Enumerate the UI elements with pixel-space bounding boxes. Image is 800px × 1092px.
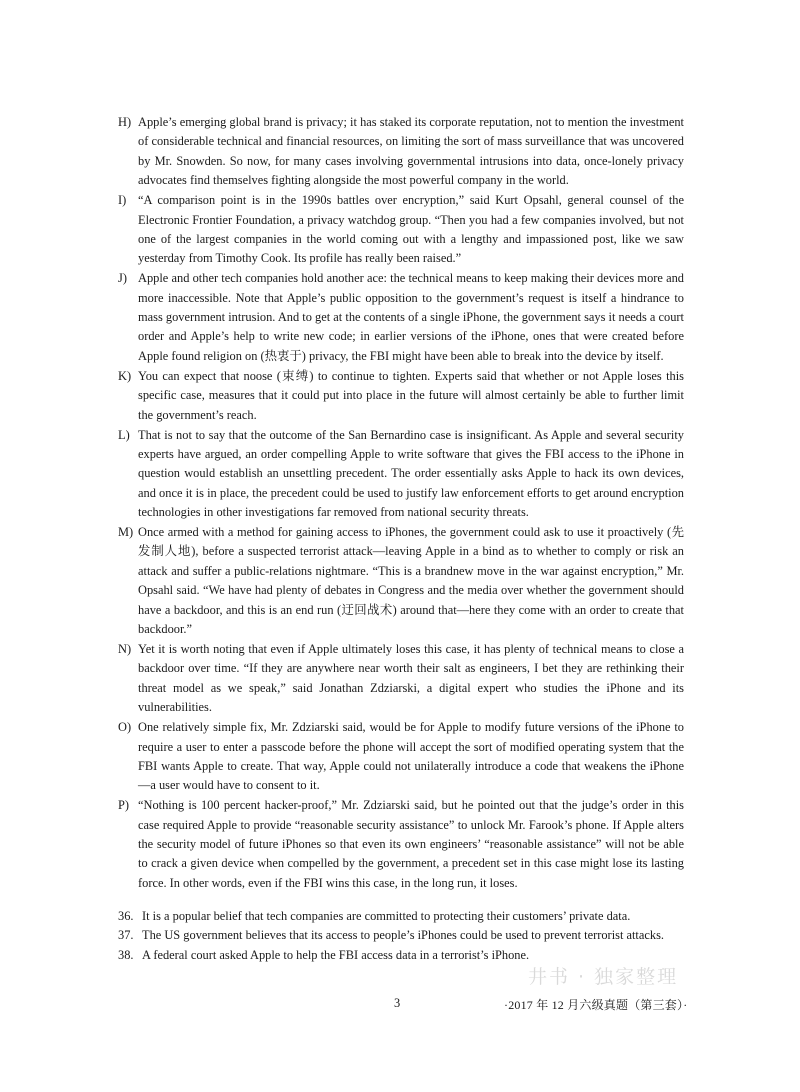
- page-number: 3: [394, 996, 401, 1010]
- paragraph-text: That is not to say that the outcome of the San Bernardino case is insignificant. As Apple and several security experts have argued, an order compelling Apple to write software that gives the FBI access to the iPhone in question would establish an unsettling precedent. The order essentially asks Apple to hack its own devices, and once it is in place, the precedent could be used to justify law enforcement efforts to get around encryption technologies in other investigations far removed from national security threats.: [138, 427, 684, 520]
- question-text: The US government believes that its access to people’s iPhones could be used to prevent terrorist attacks.: [142, 928, 664, 943]
- question-number: 38.: [118, 947, 134, 962]
- passage-body: [118, 113, 684, 966]
- question-37: [118, 926, 684, 946]
- paragraph-text: Apple’s emerging global brand is privacy; it has staked its corporate reputation, not to mention the investment of considerable technical and financial resources, on limiting the sort of mass surveillance that was uncovered by Mr. Snowden. So now, for many cases involving governmental intrusions into data, once-lonely privacy advocates find themselves fighting alongside the most powerful company in the world.: [138, 115, 684, 188]
- paragraph-text: “Nothing is 100 percent hacker-proof,” Mr. Zdziarski said, but he pointed out that the judge’s order in this case required Apple to provide “reasonable security assistance” to unlock Mr. Farook’s phone. If Apple alters the security model of future iPhones so that even its own engineers’ “reasonable assistance” will not be able to crack a given device when compelled by the government, a precedent set in this case might lose its lasting force. In other words, even if the FBI wins this case, in the long run, it loses.: [138, 798, 684, 890]
- paragraph-i: [118, 191, 684, 269]
- question-number: 37.: [118, 928, 134, 943]
- paragraph-text: One relatively simple fix, Mr. Zdziarski said, would be for Apple to modify future versions of the iPhone to require a user to enter a passcode before the phone will accept the sort of modified operating system that the FBI wants Apple to create. That way, Apple could not unilaterally introduce a code that weakens the iPhone—a user would have to consent to it.: [138, 720, 684, 793]
- paragraph-n: [118, 640, 684, 718]
- footer-source: ·2017 年 12 月六级真题（第三套）·: [504, 998, 688, 1012]
- paragraph-label: J): [118, 271, 127, 286]
- paragraph-label: L): [118, 427, 130, 442]
- paragraph-j: [118, 269, 684, 366]
- paragraph-k: [118, 367, 684, 425]
- question-text: A federal court asked Apple to help the FBI access data in a terrorist’s iPhone.: [142, 947, 530, 962]
- paragraph-label: P): [118, 798, 130, 813]
- paragraph-label: I): [118, 193, 127, 208]
- paragraph-l: [118, 426, 684, 523]
- paragraph-label: O): [118, 720, 132, 735]
- paragraph-m: [118, 523, 684, 639]
- question-number: 36.: [118, 908, 134, 923]
- paragraph-text: Once armed with a method for gaining access to iPhones, the government could ask to use it proactively (先发制人地), before a suspected terrorist attack—leaving Apple in a bind as to whether to comply or risk an attack and suffer a public-relations nightmare. “This is a brandnew move in the war against encryption,” Mr. Opsahl said. “We have had plenty of debates in Congress and the media over whether the government should have a backdoor, and this is an end run (迂回战术) around that—here they come with an order to create that backdoor.”: [138, 525, 684, 637]
- question-text: It is a popular belief that tech companies are committed to protecting their customers’ private data.: [142, 908, 631, 923]
- question-36: [118, 907, 684, 927]
- paragraph-label: H): [118, 115, 132, 129]
- watermark-text: 井书 · 独家整理: [528, 966, 679, 988]
- section-gap: [118, 894, 684, 907]
- paragraph-label: M): [118, 525, 134, 540]
- paragraph-label: N): [118, 641, 132, 656]
- paragraph-p: [118, 796, 684, 893]
- paragraph-text: You can expect that noose (束缚) to continue to tighten. Experts said that whether or not Apple loses this specific case, measures that it could put into place in the future will almost certainly be able to further limit the government’s reach.: [138, 368, 684, 422]
- paragraph-o: [118, 718, 684, 796]
- paragraph-text: Yet it is worth noting that even if Apple ultimately loses this case, it has plenty of technical means to close a backdoor over time. “If they are anywhere near worth their salt as engineers, I bet they are rethinking their threat model as we speak,” said Jonathan Zdziarski, a digital expert who studies the iPhone and its vulnerabilities.: [138, 641, 684, 715]
- paragraph-text: Apple and other tech companies hold another ace: the technical means to keep making their devices more and more inaccessible. Note that Apple’s public opposition to the government’s request is itself a hindrance to mass government intrusion. And to get at the contents of a single iPhone, the government says it needs a court order and Apple’s help to write new code; in earlier versions of the iPhone, ones that were created before Apple found religion on (热衷于) privacy, the FBI might have been able to break into the device by itself.: [138, 271, 684, 363]
- paragraph-text: “A comparison point is in the 1990s battles over encryption,” said Kurt Opsahl, general counsel of the Electronic Frontier Foundation, a privacy watchdog group. “Then you had a few companies involved, but not one of the largest companies in the world coming out with a lengthy and impassioned post, like we saw yesterday from Timothy Cook. Its profile has really been raised.”: [138, 193, 684, 266]
- paragraph-h: [118, 113, 684, 191]
- paragraph-label: K): [118, 368, 132, 383]
